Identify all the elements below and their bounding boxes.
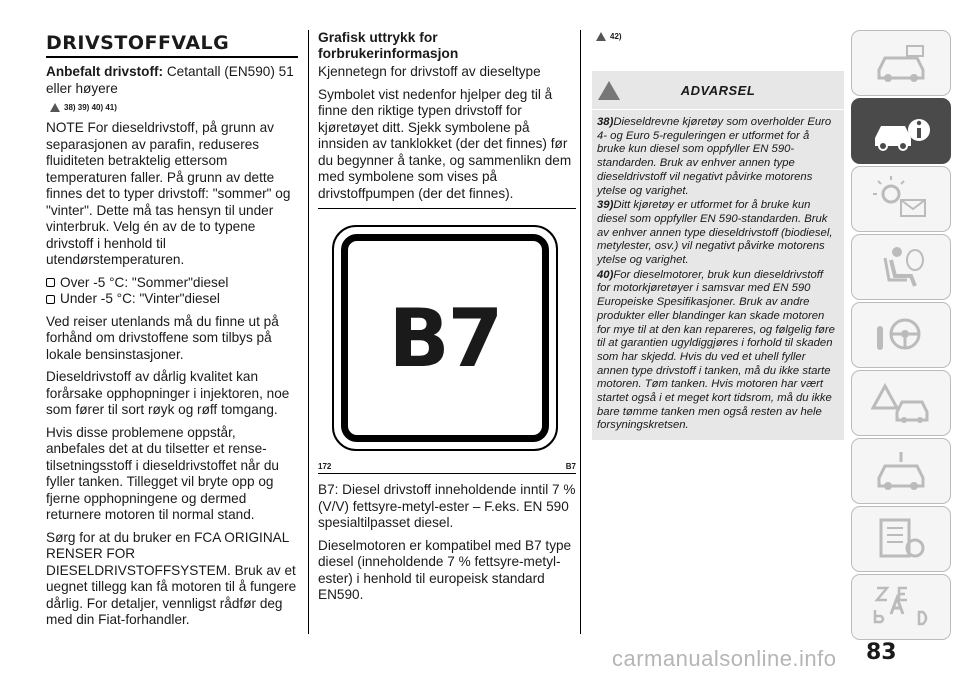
- paragraph: Kjennetegn for drivstoff av dieseltype: [318, 64, 541, 79]
- list-item: [46, 291, 298, 308]
- airbag-seat-icon: [871, 244, 931, 290]
- tab-lights[interactable]: [851, 166, 951, 232]
- warning-box: [592, 71, 844, 440]
- car-dashboard-icon: [871, 40, 931, 86]
- warning-item: [597, 269, 838, 433]
- warning-ref: [596, 32, 844, 41]
- paragraph: Dieselmotoren er kompatibel med B7 type diesel (inneholdende 7 % fettsyre-metyl-ester) i henhold til europeisk standard EN590.: [318, 537, 572, 602]
- warning-item-number: 38): [597, 116, 614, 128]
- subsection-heading: Grafisk uttrykk for forbrukerinformasjon: [318, 30, 459, 61]
- title-rule: [46, 56, 298, 58]
- warning-item-number: 40): [597, 268, 614, 281]
- technical-data-icon: [871, 516, 931, 562]
- warning-triangle-car-icon: [871, 380, 931, 426]
- b7-symbol-text: B7: [388, 291, 502, 385]
- warning-header: [592, 71, 844, 110]
- index-letters-icon: [871, 584, 931, 630]
- bullet-icon: [46, 278, 55, 287]
- page-number: 83: [866, 640, 897, 665]
- paragraph: Dieseldrivstoff av dårlig kvalitet kan forårsake opphopninger i injektoren, noe som fører til sort røyk og røff tomgang.: [46, 369, 290, 417]
- warning-item-text: For dieselmotorer, bruk kun dieseldrivstoff for motorkjøretøyer i samsvar med EN 590 Europeiske Spesifikasjoner. Bruk av andre produkter eller blandinger kan skade motoren for mye til at den kan repareres, og følgelig føre til at garantien ugyldiggjøres i forhold til skaden som har skjedd. Hvis du ved et uhell fyller annen type drivstoff i tanken, må du ikke starte motoren. Tøm tanken. Hvis motoren har vært startet også i et meget kort tidsrom, må du ikke bare tømme tanken men også resten av hele forsyningskretsen.: [597, 268, 835, 432]
- tab-emergency[interactable]: [851, 370, 951, 436]
- car-service-icon: [871, 448, 931, 494]
- warning-title: ADVARSEL: [680, 82, 756, 98]
- bullet-icon: [46, 295, 55, 304]
- warning-item: [597, 116, 838, 198]
- list-item: [46, 275, 298, 292]
- lights-mail-icon: [871, 176, 931, 222]
- tab-driving[interactable]: [851, 302, 951, 368]
- recommended-fuel-label: Anbefalt drivstoff:: [46, 64, 164, 79]
- column-divider: [308, 30, 309, 634]
- watermark: carmanualsonline.info: [612, 646, 837, 671]
- warning-item-text: Ditt kjøretøy er utformet for å bruke kun diesel som oppfyller EN 590-standarden. Bruk av enhver annen type dieseldrivstoff (biodiesel, metylester, osv.) vil negativt påvirke motorens ytelse og varighet.: [597, 199, 833, 267]
- warning-item-text: Dieseldrevne kjøretøy som overholder Euro 4- og Euro 5-reguleringen er utformet for å bruke kun diesel som oppfyller EN 590-standarden. Bruk av enhver annen type dieseldrivstoff vil negativt påvirke motorens ytelse og varighet.: [597, 116, 832, 197]
- b7-symbol-inner: [341, 234, 549, 442]
- figure-caption: [318, 462, 576, 471]
- warning-triangle-icon: [50, 103, 60, 112]
- section-title: DRIVSTOFFVALG: [46, 32, 230, 54]
- column-2: [318, 28, 576, 610]
- column-3: [592, 32, 844, 440]
- warning-refs: [50, 103, 298, 112]
- tab-service[interactable]: [851, 438, 951, 504]
- figure-b7: [318, 208, 576, 474]
- paragraph: Symbolet vist nedenfor hjelper deg til å finne den riktige typen drivstoff for kjøretøyet ditt. Sjekk symbolene på innsiden av tanklokket (der det finnes) før du begynner å tanke, og sammenlikn dem med symbolene som vises på drivstoffpumpen (der det finnes).: [318, 86, 572, 201]
- tab-technical-data[interactable]: [851, 506, 951, 572]
- figure-number: 172: [318, 462, 332, 471]
- b7-symbol: [332, 225, 558, 451]
- tab-dashboard[interactable]: [851, 30, 951, 96]
- tab-safety[interactable]: [851, 234, 951, 300]
- tab-car-info[interactable]: [851, 98, 951, 164]
- paragraph: B7: Diesel drivstoff inneholdende inntil 7 % (V/V) fettsyre-metyl-ester – F.eks. EN 590 spesialtilpasset diesel.: [318, 482, 576, 530]
- warning-item: [597, 199, 838, 268]
- warning-refs-text: 38) 39) 40) 41): [64, 103, 117, 112]
- car-info-icon: [871, 108, 931, 154]
- column-divider: [580, 30, 581, 634]
- tab-index[interactable]: [851, 574, 951, 640]
- warning-triangle-icon: [596, 32, 606, 41]
- list-item-text: Under -5 °C: "Vinter"diesel: [60, 291, 220, 306]
- warning-triangle-icon: [598, 81, 620, 100]
- figure-code: B7: [565, 462, 576, 471]
- warning-item-number: 39): [597, 199, 614, 212]
- steering-wheel-icon: [871, 312, 931, 358]
- recommended-fuel: [46, 64, 298, 97]
- paragraph: Ved reiser utenlands må du finne ut på forhånd om drivstoffene som tilbys på lokale bensinstasjoner.: [46, 313, 279, 362]
- recommended-fuel-value: Cetantall (EN590) 51 eller høyere: [46, 64, 294, 96]
- warning-ref-text: 42): [610, 32, 622, 41]
- chapter-tabs: [851, 30, 951, 642]
- warning-body: [592, 110, 844, 440]
- paragraph: Hvis disse problemene oppstår, anbefales det at du tilsetter et rense-tilsetningsstoff i dieseldrivstoffet når du fyller tanken. Tillegget vil bryte opp og fjerne opphopningene og dermed returnere motoren til normal stand.: [46, 424, 279, 522]
- column-1: [46, 28, 298, 635]
- list-item-text: Over -5 °C: "Sommer"diesel: [60, 274, 229, 290]
- paragraph-note: NOTE For dieseldrivstoff, på grunn av separasjonen av parafin, reduseres fluiditeten betraktelig ettersom temperaturen faller. På grunn av dette finnes det to typer drivstoff: "sommer" og "vinter". Dette må tas hensyn til under vinterbruk. Velg én av de to typene drivstoff i henhold til utendørstemperaturen.: [46, 120, 291, 267]
- paragraph: Sørg for at du bruker en FCA ORIGINAL RENSER FOR DIESELDRIVSTOFFSYSTEM. Bruk av et uegnet tillegg kan få motoren til å fungere dårlig. For detaljer, vennligst rådfør deg med din Fiat-forhandler.: [46, 529, 297, 627]
